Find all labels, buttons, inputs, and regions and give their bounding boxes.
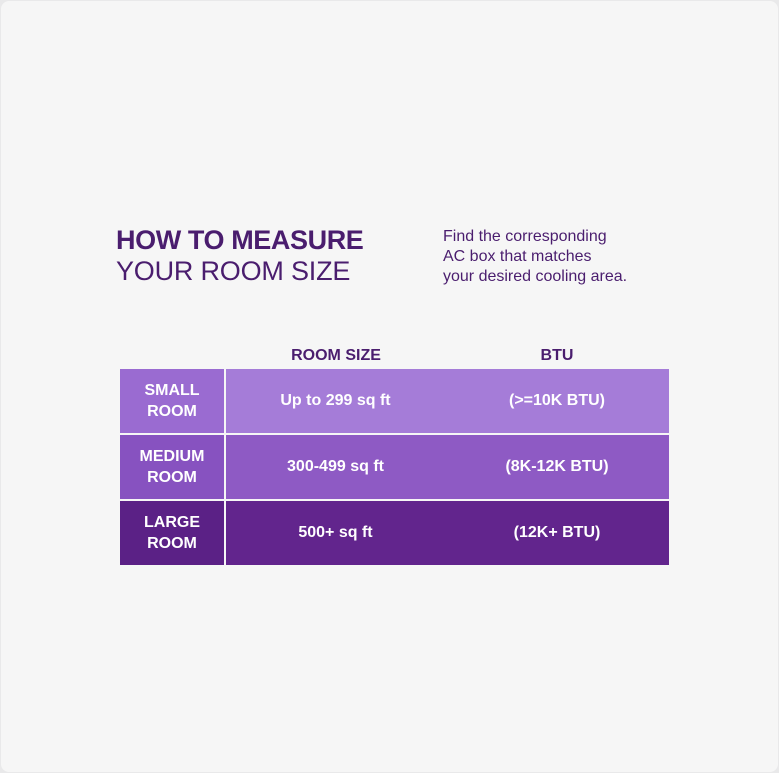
info-card <box>1 1 778 772</box>
row-label-line-2: ROOM <box>147 535 197 552</box>
table-row-large <box>120 501 671 565</box>
page-title <box>116 227 416 285</box>
description-line-2: AC box that matches <box>443 248 592 265</box>
table-row-small <box>120 369 671 433</box>
column-header-btu: BTU <box>540 347 574 364</box>
row-label-medium <box>120 435 224 499</box>
row-label-line-1: SMALL <box>144 382 200 399</box>
cell-room-size: 300-499 sq ft <box>226 435 445 499</box>
row-label-line-1: MEDIUM <box>139 448 205 465</box>
row-label-line-2: ROOM <box>147 403 197 420</box>
row-label-line-1: LARGE <box>144 514 200 531</box>
cell-room-size: 500+ sq ft <box>226 501 445 565</box>
column-header-room-size: ROOM SIZE <box>291 347 381 364</box>
description-line-3: your desired cooling area. <box>443 268 628 285</box>
row-label-line-2: ROOM <box>147 469 197 486</box>
title-line-1: HOW TO MEASURE <box>116 225 364 255</box>
cell-room-size: Up to 299 sq ft <box>226 369 445 433</box>
row-label-small <box>120 369 224 433</box>
cell-btu: (>=10K BTU) <box>445 369 669 433</box>
row-label-large <box>120 501 224 565</box>
description-line-1: Find the corresponding <box>443 228 607 245</box>
description-text <box>443 227 683 287</box>
cell-btu: (12K+ BTU) <box>445 501 669 565</box>
cell-btu: (8K-12K BTU) <box>445 435 669 499</box>
table-row-medium <box>120 435 671 499</box>
title-line-2: YOUR ROOM SIZE <box>116 256 351 286</box>
